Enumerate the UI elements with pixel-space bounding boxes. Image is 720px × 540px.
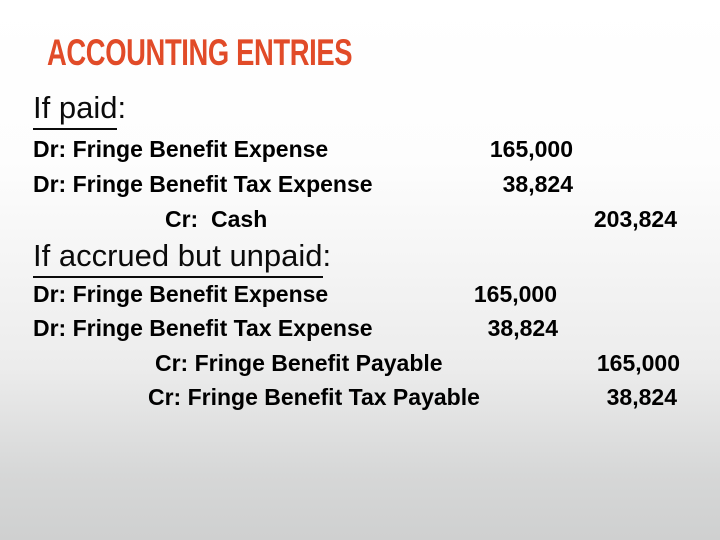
journal-entry-amount: 38,824 bbox=[606, 384, 677, 410]
journal-entry-amount: 165,000 bbox=[473, 281, 557, 307]
journal-entry-label: Dr: Fringe Benefit Tax Expense bbox=[33, 315, 373, 341]
journal-entry-amount: 38,824 bbox=[487, 315, 558, 341]
section-heading-colon: : bbox=[322, 238, 332, 273]
section-heading-if-accrued bbox=[33, 240, 331, 271]
journal-entry-amount: 38,824 bbox=[502, 171, 573, 197]
journal-entry-label: Cr: Fringe Benefit Tax Payable bbox=[148, 384, 480, 410]
journal-entry-label: Dr: Fringe Benefit Tax Expense bbox=[33, 171, 373, 197]
journal-entry-label: Dr: Fringe Benefit Expense bbox=[33, 281, 329, 307]
section-heading-colon: : bbox=[117, 90, 127, 125]
section-heading-if-paid bbox=[33, 92, 126, 123]
journal-entry-label: Dr: Fringe Benefit Expense bbox=[33, 136, 329, 162]
journal-entry-label: Cr: Cash bbox=[165, 206, 268, 232]
journal-entry-label: Cr: Fringe Benefit Payable bbox=[155, 350, 443, 376]
slide-title: ACCOUNTING ENTRIES bbox=[47, 32, 353, 73]
journal-entry-amount: 165,000 bbox=[489, 136, 573, 162]
section-heading-text: If accrued but unpaid bbox=[33, 238, 323, 278]
journal-entry-amount: 203,824 bbox=[593, 206, 677, 232]
journal-entry-amount: 165,000 bbox=[596, 350, 680, 376]
section-heading-text: If paid bbox=[33, 90, 117, 130]
